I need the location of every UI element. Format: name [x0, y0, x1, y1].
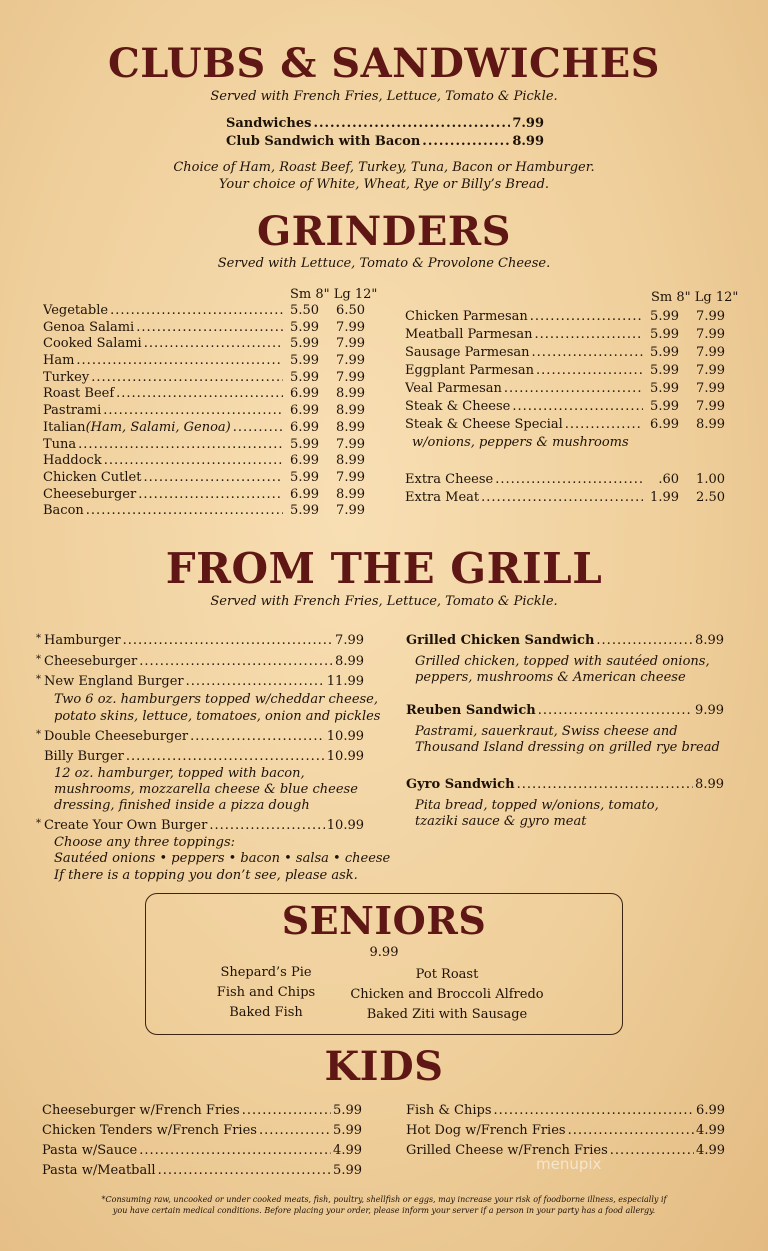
grill-subtitle: Served with French Fries, Lettuce, Tomato & Pickle. [210, 594, 558, 609]
item-description: peppers, mushrooms & American cheese [415, 670, 686, 685]
star-mark: * [36, 633, 41, 644]
list-item: Hamburger ..... 7.99 [44, 633, 364, 649]
item-description: Thousand Island dressing on grilled rye bread [415, 740, 720, 755]
star-mark: * [36, 818, 41, 829]
item-description: Pita bread, topped w/onions, tomato, [415, 798, 659, 813]
item-description: Sautéed onions • peppers • bacon • salsa • cheese [54, 851, 391, 866]
item-description: If there is a topping you don’t see, please ask. [54, 868, 358, 883]
item-description: Pastrami, sauerkraut, Swiss cheese and [415, 724, 678, 739]
list-item: Pasta w/Sauce ..... 4.99 [42, 1141, 362, 1161]
seniors-right-list [340, 965, 554, 1025]
item-description: Choose any three toppings: [54, 835, 235, 850]
list-item: Chicken Parmesan ..... 5.99 7.99 [405, 308, 725, 326]
kids-title: KIDS [324, 1043, 444, 1090]
clubs-title: CLUBS & SANDWICHES [107, 40, 661, 87]
list-item: Pastrami ..... 6.99 8.99 [43, 403, 365, 419]
list-item: Double Cheeseburger ..... 10.99 [44, 729, 364, 745]
item-description: tzaziki sauce & gyro meat [415, 814, 587, 829]
list-item: Sandwiches ..... 7.99 [226, 116, 544, 132]
list-item: Chicken Cutlet ..... 5.99 7.99 [43, 470, 365, 486]
grinders-left-list [43, 303, 365, 519]
item-description: 12 oz. hamburger, topped with bacon, [54, 766, 305, 781]
list-item: Meatball Parmesan ..... 5.99 7.99 [405, 326, 725, 344]
list-item: Baked Fish [229, 1005, 303, 1020]
seniors-price: 9.99 [369, 945, 399, 960]
list-item: Veal Parmesan ..... 5.99 7.99 [405, 380, 725, 398]
list-item: Club Sandwich with Bacon ..... 8.99 [226, 134, 544, 150]
kids-right-list [406, 1101, 725, 1161]
list-item: Cheeseburger ..... 6.99 8.99 [43, 487, 365, 503]
list-item: Chicken and Broccoli Alfredo [350, 987, 544, 1002]
grinders-title: GRINDERS [257, 208, 511, 255]
list-item: Cooked Salami ..... 5.99 7.99 [43, 336, 365, 352]
list-item: Ham ..... 5.99 7.99 [43, 353, 365, 369]
clubs-note-1: Choice of Ham, Roast Beef, Turkey, Tuna, Bacon or Hamburger. [173, 160, 595, 175]
grinders-size-header-right: Sm 8" Lg 12" [651, 290, 739, 305]
list-item: Extra Cheese ..... .60 1.00 [405, 471, 725, 489]
grill-title: FROM THE GRILL [165, 544, 603, 593]
list-item: Hot Dog w/French Fries ..... 4.99 [406, 1121, 725, 1141]
grinders-right-list [405, 308, 725, 452]
item-description: dressing, finished inside a pizza dough [54, 798, 310, 813]
list-item: Chicken Tenders w/French Fries ..... 5.99 [42, 1121, 362, 1141]
star-mark: * [36, 729, 41, 740]
list-item: Fish & Chips ..... 6.99 [406, 1101, 725, 1121]
list-item: Haddock ..... 6.99 8.99 [43, 453, 365, 469]
clubs-note-2: Your choice of White, Wheat, Rye or Billy’s Bread. [218, 177, 550, 192]
kids-left-list [42, 1101, 362, 1181]
list-item: Roast Beef ..... 6.99 8.99 [43, 386, 365, 402]
list-item: Genoa Salami ..... 5.99 7.99 [43, 320, 365, 336]
star-mark: * [36, 654, 41, 665]
footer-disclaimer-line-2: you have certain medical conditions. Before placing your order, please inform your server if a person in your party has a food allergy. [112, 1206, 656, 1215]
list-item: Fish and Chips [216, 985, 316, 1000]
item-description: Grilled chicken, topped with sautéed onions, [415, 654, 710, 669]
list-item: Shepard’s Pie [220, 965, 312, 980]
list-item: Bacon ..... 5.99 7.99 [43, 503, 365, 519]
star-mark: * [36, 674, 41, 685]
list-item: Italian (Ham, Salami, Genoa) ..... 6.99 8.99 [43, 420, 365, 436]
list-item: Grilled Cheese w/French Fries ..... 4.99 [406, 1141, 725, 1161]
list-item: Billy Burger ..... 10.99 [44, 749, 364, 765]
list-item: Reuben Sandwich ..... 9.99 [406, 703, 724, 719]
list-item: Extra Meat ..... 1.99 2.50 [405, 489, 725, 507]
list-item: Steak & Cheese Special ..... 6.99 8.99 [405, 416, 725, 434]
grinders-size-header-left: Sm 8" Lg 12" [290, 287, 378, 302]
list-item: New England Burger ..... 11.99 [44, 674, 364, 690]
list-item: Pasta w/Meatball ..... 5.99 [42, 1161, 362, 1181]
footer-disclaimer-line-1: *Consuming raw, uncooked or under cooked meats, fish, poultry, shellfish or eggs, may increase your risk of foodborne illness, especially if [101, 1195, 667, 1204]
item-description: Two 6 oz. hamburgers topped w/cheddar cheese, [54, 692, 379, 707]
item-description: potato skins, lettuce, tomatoes, onion and pickles [54, 709, 381, 724]
item-description: w/onions, peppers & mushrooms [412, 435, 629, 450]
clubs-subtitle: Served with French Fries, Lettuce, Tomato & Pickle. [210, 89, 558, 104]
list-item: Vegetable ..... 5.50 6.50 [43, 303, 365, 319]
list-item: Grilled Chicken Sandwich ..... 8.99 [406, 633, 724, 649]
grinders-subtitle: Served with Lettuce, Tomato & Provolone Cheese. [217, 256, 551, 271]
list-item: Tuna ..... 5.99 7.99 [43, 437, 365, 453]
list-item: Cheeseburger w/French Fries ..... 5.99 [42, 1101, 362, 1121]
seniors-left-list [196, 963, 336, 1023]
item-description: mushrooms, mozzarella cheese & blue cheese [54, 782, 358, 797]
grinders-extras [405, 471, 725, 507]
list-item: Cheeseburger ..... 8.99 [44, 654, 364, 670]
list-item: Eggplant Parmesan ..... 5.99 7.99 [405, 362, 725, 380]
clubs-list [226, 116, 544, 150]
list-item: Sausage Parmesan ..... 5.99 7.99 [405, 344, 725, 362]
list-item: Baked Ziti with Sausage [366, 1007, 528, 1022]
list-item: Steak & Cheese ..... 5.99 7.99 [405, 398, 725, 416]
seniors-title: SENIORS [281, 898, 487, 943]
list-item: Create Your Own Burger ..... 10.99 [44, 818, 364, 834]
list-item: Gyro Sandwich ..... 8.99 [406, 777, 724, 793]
list-item: Turkey ..... 5.99 7.99 [43, 370, 365, 386]
watermark-logo: menupix [536, 1155, 602, 1173]
list-item: Pot Roast [415, 967, 479, 982]
